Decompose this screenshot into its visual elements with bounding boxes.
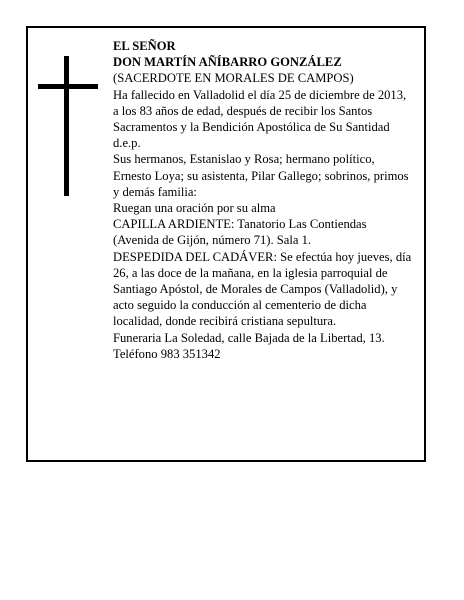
family-text: Sus hermanos, Estanislao y Rosa; hermano político, Ernesto Loya; su asistenta, Pilar Gallego; sobrinos, primos y demás familia: [113,152,409,199]
rip-text: d.e.p. [113,136,141,151]
funeral-home-info: Funeraria La Soledad, calle Bajada de la Libertad, 13. Teléfono 983 351342 [113,330,385,361]
cross-vertical-bar [64,56,69,196]
notice-title: EL SEÑOR [113,39,176,53]
deceased-name: DON MARTÍN AÑÍBARRO GONZÁLEZ [113,55,342,70]
chapel-info: CAPILLA ARDIENTE: Tanatorio Las Contiendas (Avenida de Gijón, número 71). Sala 1. [113,217,367,248]
farewell-info: DESPEDIDA DEL CADÁVER: Se efectúa hoy jueves, día 26, a las doce de la mañana, en la iglesia parroquial de Santiago Apóstol, de Morales de Campos (Valladolid), y acto seguido la conducción al cementerio de dicha localidad, donde recibirá cristiana sepultura. [113,249,412,329]
prayer-text: Ruegan una oración por su alma [113,201,276,216]
death-info: Ha fallecido en Valladolid el día 25 de diciembre de 2013, a los 83 años de edad, después de recibir los Santos Sacramentos y la Bendición Apostólica de Su Santidad [113,87,407,135]
cross-icon [38,56,98,196]
cross-horizontal-bar [38,84,98,89]
deceased-role: (SACERDOTE EN MORALES DE CAMPOS) [113,71,354,86]
notice-text [113,38,413,362]
